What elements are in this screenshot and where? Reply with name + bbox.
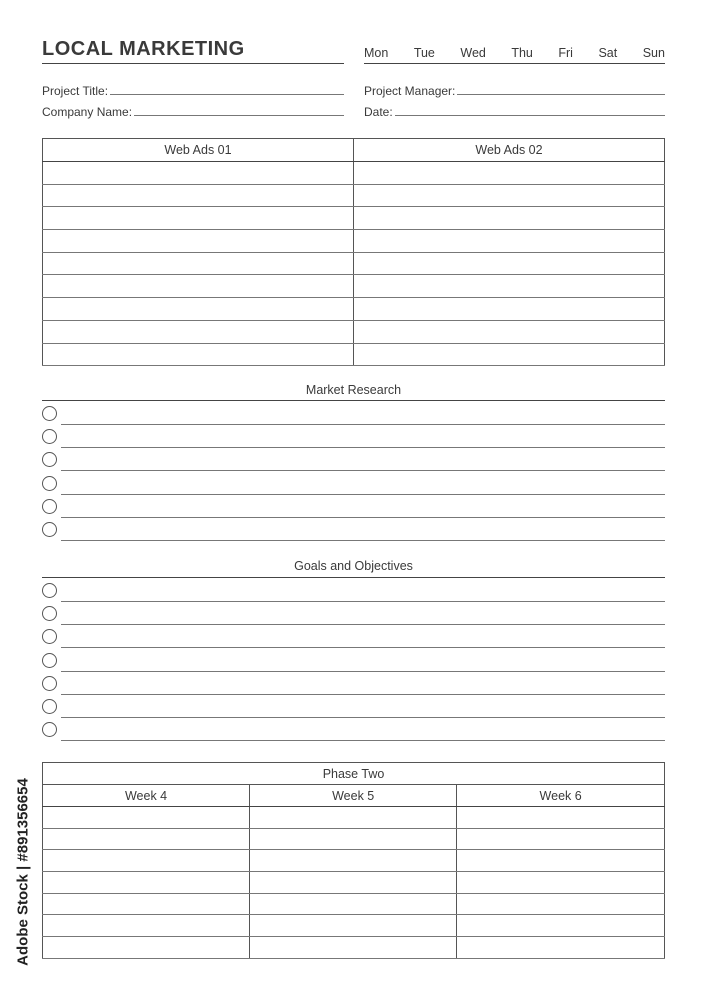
- stock-watermark: [14, 762, 32, 982]
- table-row: [43, 162, 665, 185]
- checkbox-circle[interactable]: [42, 499, 57, 514]
- checkbox-circle[interactable]: [42, 476, 57, 491]
- table-cell[interactable]: [43, 893, 250, 915]
- list-item: [42, 472, 665, 495]
- company-name-field[interactable]: [42, 103, 344, 119]
- table-cell[interactable]: [457, 828, 665, 850]
- write-line[interactable]: [61, 540, 665, 541]
- table-cell[interactable]: [457, 807, 665, 829]
- phase-two-header: Phase Two: [43, 763, 665, 785]
- table-row: [43, 807, 665, 829]
- list-item: [42, 718, 665, 741]
- weekday-underline: [364, 63, 665, 64]
- web-ads-02-header: Web Ads 02: [354, 139, 665, 162]
- table-cell[interactable]: [457, 915, 665, 937]
- table-row: [43, 343, 665, 366]
- list-item: [42, 625, 665, 648]
- checkbox-circle[interactable]: [42, 522, 57, 537]
- table-cell[interactable]: [43, 230, 354, 253]
- web-ads-table: [42, 138, 665, 366]
- web-ads-01-header: Web Ads 01: [43, 139, 354, 162]
- project-title-label: Project Title:: [42, 84, 109, 98]
- table-cell[interactable]: [43, 207, 354, 230]
- goals-rule: [42, 577, 665, 578]
- table-row: [43, 937, 665, 959]
- table-cell[interactable]: [43, 828, 250, 850]
- checkbox-circle[interactable]: [42, 406, 57, 421]
- page-title: LOCAL MARKETING: [42, 38, 245, 60]
- company-name-label: Company Name:: [42, 105, 133, 119]
- project-manager-line[interactable]: [457, 94, 665, 95]
- table-cell[interactable]: [354, 298, 665, 321]
- table-cell[interactable]: [354, 184, 665, 207]
- table-cell[interactable]: [457, 872, 665, 894]
- table-row: [43, 872, 665, 894]
- table-cell[interactable]: [250, 872, 457, 894]
- list-item: [42, 579, 665, 602]
- table-row: [43, 893, 665, 915]
- list-item: [42, 649, 665, 672]
- table-row: [43, 850, 665, 872]
- table-row: [43, 230, 665, 253]
- table-cell[interactable]: [250, 915, 457, 937]
- table-cell[interactable]: [354, 343, 665, 366]
- table-cell[interactable]: [354, 320, 665, 343]
- list-item: [42, 425, 665, 448]
- goals-title: Goals and Objectives: [294, 559, 413, 573]
- table-cell[interactable]: [43, 252, 354, 275]
- list-item: [42, 672, 665, 695]
- list-item: [42, 518, 665, 541]
- table-row: [43, 275, 665, 298]
- list-item: [42, 495, 665, 518]
- weekday-row: [364, 46, 665, 60]
- checkbox-circle[interactable]: [42, 583, 57, 598]
- table-cell[interactable]: [457, 850, 665, 872]
- table-cell[interactable]: [354, 207, 665, 230]
- table-cell[interactable]: [354, 252, 665, 275]
- date-field[interactable]: [364, 103, 665, 119]
- table-cell[interactable]: [250, 937, 457, 959]
- date-line[interactable]: [395, 115, 665, 116]
- write-line[interactable]: [61, 740, 665, 741]
- week-6-header: Week 6: [457, 785, 665, 807]
- checkbox-circle[interactable]: [42, 606, 57, 621]
- table-cell[interactable]: [457, 937, 665, 959]
- table-cell[interactable]: [457, 893, 665, 915]
- write-line[interactable]: [61, 647, 665, 648]
- checkbox-circle[interactable]: [42, 629, 57, 644]
- table-cell[interactable]: [354, 275, 665, 298]
- week-5-header: Week 5: [250, 785, 457, 807]
- market-research-rule: [42, 400, 665, 401]
- write-line[interactable]: [61, 470, 665, 471]
- table-row: [43, 207, 665, 230]
- day-sat: Sat: [598, 46, 618, 60]
- table-row: [43, 915, 665, 937]
- day-thu: Thu: [511, 46, 533, 60]
- table-cell[interactable]: [250, 807, 457, 829]
- market-research-title: Market Research: [305, 383, 402, 397]
- table-cell[interactable]: [43, 343, 354, 366]
- checkbox-circle[interactable]: [42, 722, 57, 737]
- table-row: [43, 184, 665, 207]
- week-4-header: Week 4: [43, 785, 250, 807]
- checkbox-circle[interactable]: [42, 699, 57, 714]
- table-row: [43, 320, 665, 343]
- checkbox-circle[interactable]: [42, 452, 57, 467]
- day-wed: Wed: [460, 46, 486, 60]
- table-cell[interactable]: [43, 872, 250, 894]
- table-cell[interactable]: [43, 320, 354, 343]
- table-cell[interactable]: [43, 275, 354, 298]
- table-row: [43, 252, 665, 275]
- table-cell[interactable]: [43, 162, 354, 185]
- list-item: [42, 448, 665, 471]
- table-row: [43, 298, 665, 321]
- table-row: [43, 828, 665, 850]
- company-name-line[interactable]: [134, 115, 344, 116]
- day-sun: Sun: [642, 46, 665, 60]
- project-title-field[interactable]: [42, 82, 344, 98]
- list-item: [42, 402, 665, 425]
- day-mon: Mon: [364, 46, 389, 60]
- list-item: [42, 695, 665, 718]
- day-tue: Tue: [413, 46, 435, 60]
- table-cell[interactable]: [354, 230, 665, 253]
- checkbox-circle[interactable]: [42, 676, 57, 691]
- project-manager-field[interactable]: [364, 82, 665, 98]
- checkbox-circle[interactable]: [42, 653, 57, 668]
- project-manager-label: Project Manager:: [364, 84, 456, 98]
- table-cell[interactable]: [43, 298, 354, 321]
- table-cell[interactable]: [43, 937, 250, 959]
- phase-two-table: [42, 762, 665, 959]
- table-cell[interactable]: [43, 915, 250, 937]
- table-cell[interactable]: [43, 184, 354, 207]
- table-cell[interactable]: [43, 850, 250, 872]
- list-item: [42, 602, 665, 625]
- table-cell[interactable]: [354, 162, 665, 185]
- checkbox-circle[interactable]: [42, 429, 57, 444]
- table-cell[interactable]: [250, 893, 457, 915]
- watermark-text: Adobe Stock | #891356654: [14, 778, 32, 966]
- table-cell[interactable]: [250, 850, 457, 872]
- date-label: Date:: [364, 105, 393, 119]
- day-fri: Fri: [558, 46, 573, 60]
- project-title-line[interactable]: [110, 94, 344, 95]
- title-underline: [42, 63, 344, 64]
- table-cell[interactable]: [43, 807, 250, 829]
- table-cell[interactable]: [250, 828, 457, 850]
